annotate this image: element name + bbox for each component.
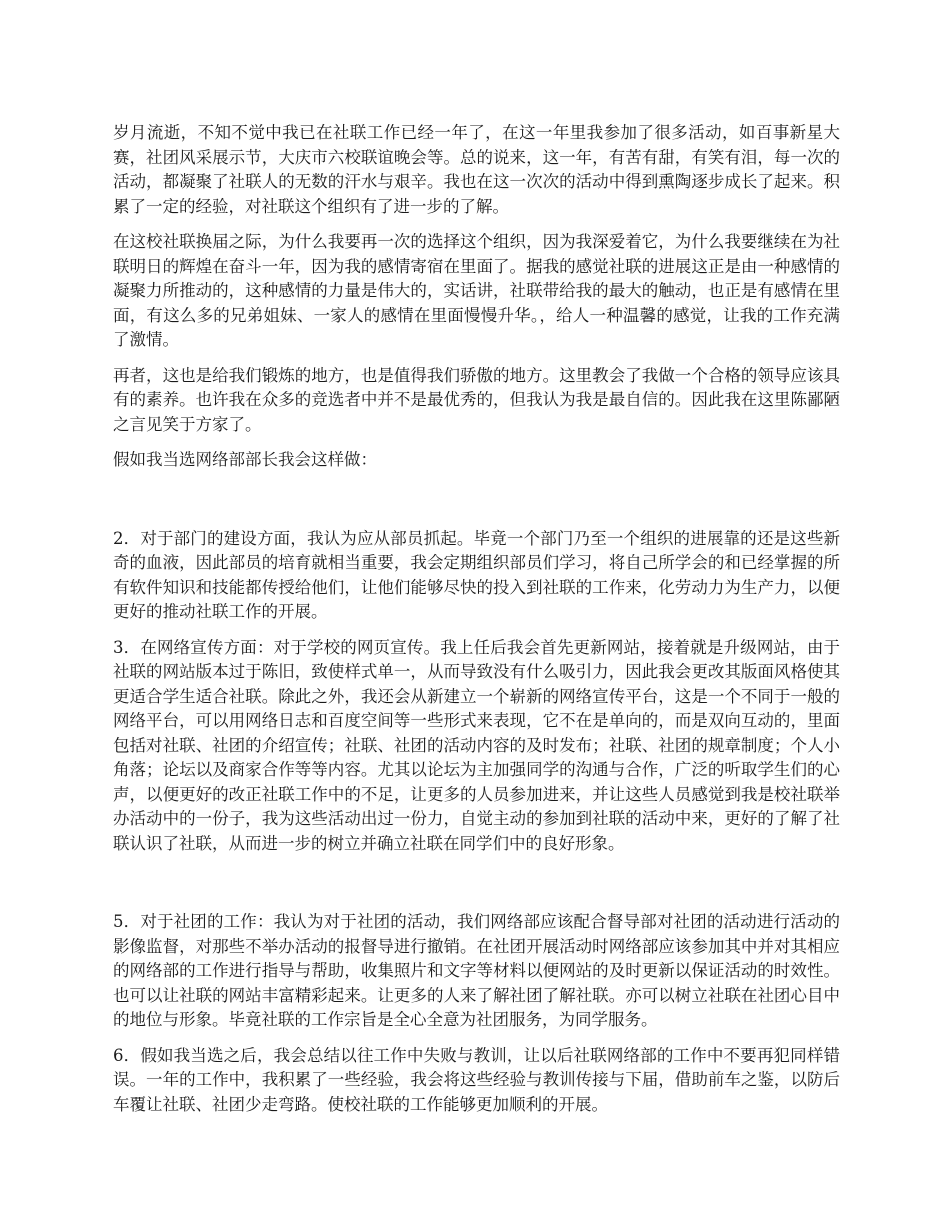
paragraph-item-5: 5．对于社团的工作：我认为对于社团的活动，我们网络部应该配合督导部对社团的活动进行活动的影像监督，对那些不举办活动的报督导进行撤销。在社团开展活动时网络部应该参加其中并对其相应的网络部的工作进行指导与帮助，收集照片和文字等材料以便网站的及时更新以保证活动的时效性。也可以让社联的网站丰富精彩起来。让更多的人来了解社团了解社联。亦可以树立社联在社团心目中的地位与形象。毕竟社联的工作宗旨是全心全意为社团服务，为同学服务。 — [113, 912, 840, 1029]
paragraph-item-2: 2．对于部门的建设方面，我认为应从部员抓起。毕竟一个部门乃至一个组织的进展靠的还是这些新奇的血液，因此部员的培育就相当重要，我会定期组织部员们学习，将自己所学会的和已经掌握的所有软件知识和技能都传授给他们，让他们能够尽快的投入到社联的工作来，化劳动力为生产力，以便更好的推动社联工作的开展。 — [113, 528, 840, 621]
paragraph-motivation: 在这校社联换届之际，为什么我要再一次的选择这个组织，因为我深爱着它，为什么我要继续在为社联明日的辉煌在奋斗一年，因为我的感情寄宿在里面了。据我的感觉社联的进展这正是由一种感情的凝聚力所推动的，这种感情的力量是伟大的，实话讲，社联带给我的最大的触动，也正是有感情在里面，有这么多的兄弟姐妹、一家人的感情在里面慢慢升华。，给人一种温馨的感觉，让我的工作充满了激情。 — [113, 232, 840, 349]
section-gap — [113, 484, 840, 527]
paragraph-plan-lead: 假如我当选网络部部长我会这样做： — [113, 450, 377, 469]
paragraph-intro: 岁月流逝，不知不觉中我已在社联工作已经一年了，在这一年里我参加了很多活动，如百事新星大赛，社团风采展示节，大庆市六校联谊晚会等。总的说来，这一年，有苦有甜，有笑有泪，每一次的活动，都凝聚了社联人的无数的汗水与艰辛。我也在这一次次的活动中得到熏陶逐步成长了起来。积累了一定的经验，对社联这个组织有了进一步的了解。 — [113, 123, 840, 216]
paragraph-item-6: 6．假如我当选之后，我会总结以往工作中失败与教训，让以后社联网络部的工作中不要再犯同样错误。一年的工作中，我积累了一些经验，我会将这些经验与教训传接与下届，借助前车之鉴，以防后车覆让社联、社团少走弯路。使校社联的工作能够更加顺利的开展。 — [113, 1045, 840, 1114]
paragraph-item-3: 3．在网络宣传方面：对于学校的网页宣传。我上任后我会首先更新网站，接着就是升级网站，由于社联的网站版本过于陈旧，致使样式单一，从而导致没有什么吸引力，因此我会更改其版面风格使其更适合学生适合社联。除此之外，我还会从新建立一个崭新的网络宣传平台，这是一个不同于一般的网络平台，可以用网络日志和百度空间等一些形式来表现，它不在是单向的，而是双向互动的，里面包括对社联、社团的介绍宣传；社联、社团的活动内容的及时发布；社联、社团的规章制度；个人小角落；论坛以及商家合作等等内容。尤其以论坛为主加强同学的沟通与合作，广泛的听取学生们的心声，以便更好的改正社联工作中的不足，让更多的人员参加进来，并让这些人员感觉到我是校社联举办活动中的一份子，我为这些活动出过一份力，自觉主动的参加到社联的活动中来，更好的了解了社联认识了社联，从而进一步的树立并确立社联在同学们中的良好形象。 — [113, 637, 840, 853]
document-body — [113, 121, 840, 1128]
paragraph-self-assessment: 再者，这也是给我们锻炼的地方，也是值得我们骄傲的地方。这里教会了我做一个合格的领导应该具有的素养。也许我在众多的竞选者中并不是最优秀的，但我认为我是最自信的。因此我在这里陈鄙陋之言见笑于方家了。 — [113, 365, 840, 434]
section-gap — [113, 867, 840, 910]
